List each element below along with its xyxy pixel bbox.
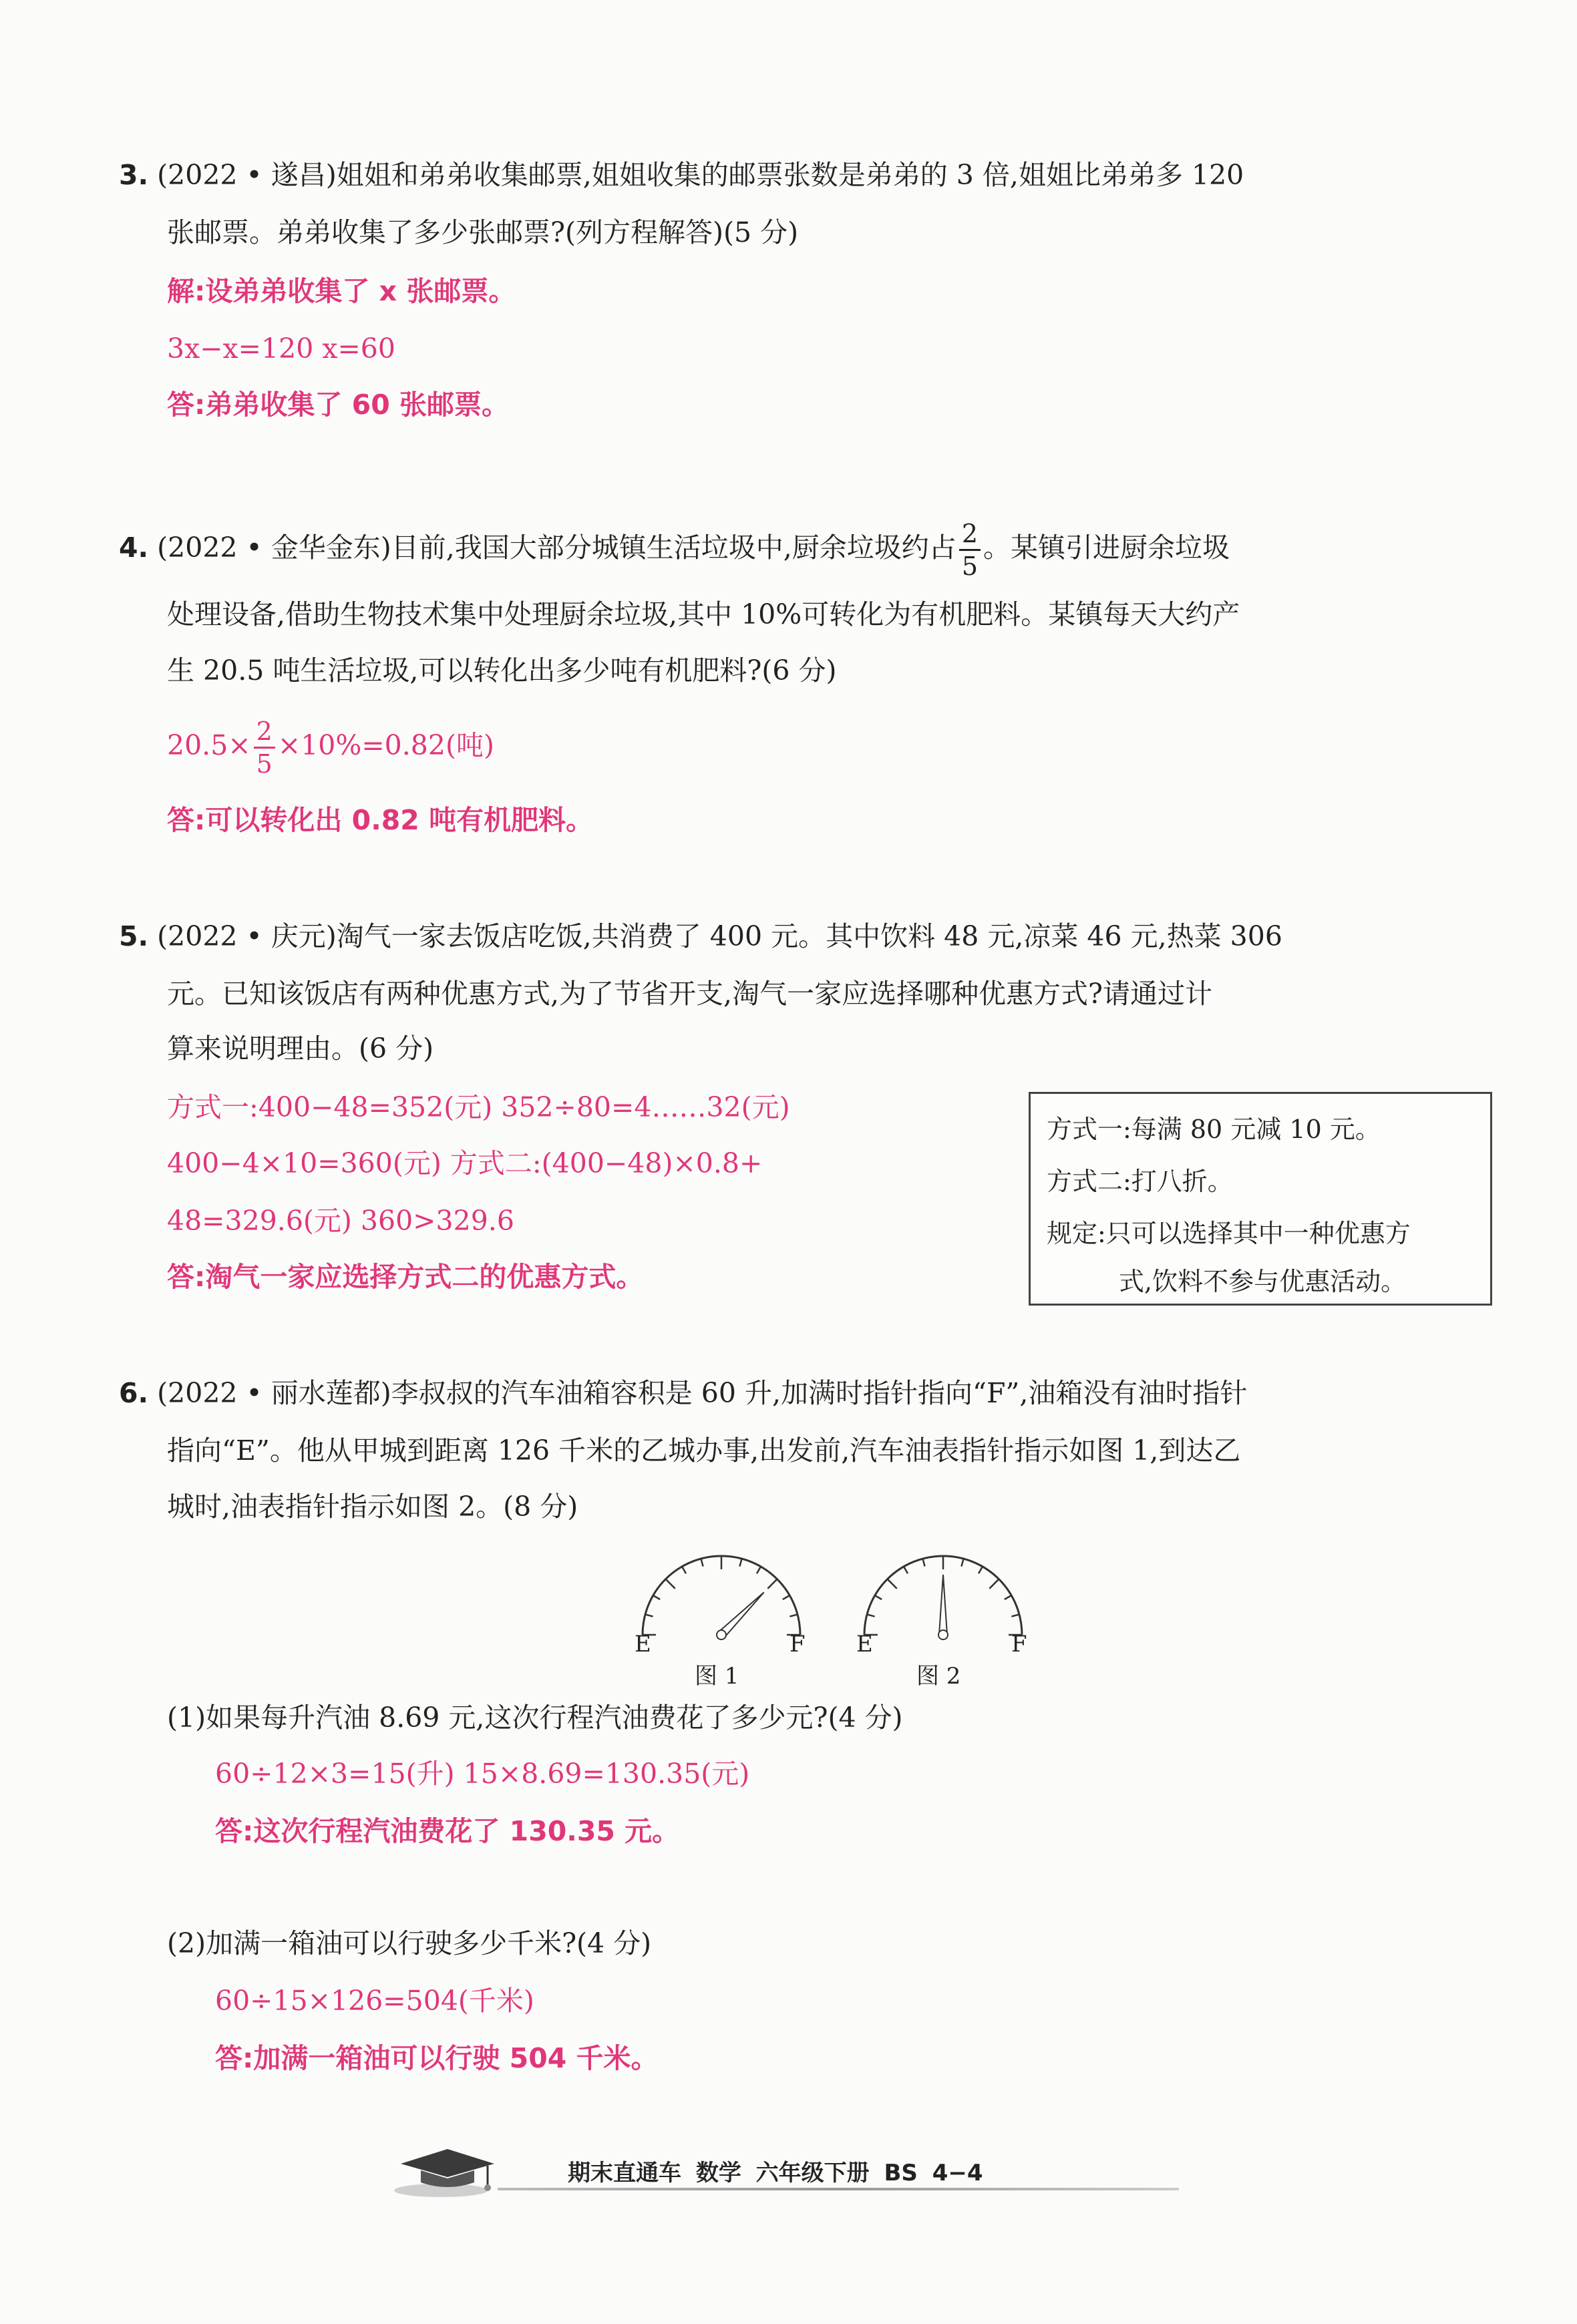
gauge-tick	[961, 1559, 963, 1567]
gauge-tick	[989, 1579, 999, 1589]
box-line3: 规定:只可以选择其中一种优惠方	[1047, 1219, 1411, 1248]
gauge-tick	[783, 1595, 790, 1599]
q4-line1	[119, 518, 1230, 579]
q3-answer3: 答:弟弟收集了 60 张邮票。	[167, 389, 509, 421]
gauge-hub	[938, 1630, 948, 1639]
fuel-gauge-2	[856, 1543, 1030, 1696]
q6-text3: 城时,油表指针指示如图 2。(8 分)	[167, 1491, 578, 1523]
gauge-tick	[1011, 1614, 1019, 1616]
gauge-tick	[979, 1567, 983, 1573]
q3-answer1: 解:设弟弟收集了 x 张邮票。	[167, 275, 516, 307]
q5-answer2: 400−4×10=360(元) 方式二:(400−48)×0.8+	[167, 1147, 763, 1179]
gauge-tick	[757, 1567, 761, 1573]
gauge-tick	[701, 1559, 703, 1567]
q5-number: 5.	[119, 920, 149, 952]
q3-text2: 张邮票。弟弟收集了多少张邮票?(列方程解答)(5 分)	[167, 216, 799, 248]
gauge-2-dial	[856, 1543, 1030, 1650]
q3-line1	[119, 155, 1244, 195]
q6-sub2: (2)加满一箱油可以行驶多少千米?(4 分)	[167, 1927, 652, 1959]
q3-answer2: 3x−x=120 x=60	[167, 333, 395, 365]
gauge-needle	[939, 1575, 947, 1635]
q5-answer1: 方式一:400−48=352(元) 352÷80=4……32(元)	[167, 1091, 790, 1123]
gauge-hub	[717, 1630, 726, 1639]
gauge-2-caption: 图 2	[916, 1663, 961, 1690]
graduation-cap-icon	[387, 2144, 501, 2204]
q6-sub1-answer2: 答:这次行程汽油费花了 130.35 元。	[215, 1815, 680, 1847]
q3-number: 3.	[119, 159, 149, 191]
q6-sub2-answer1: 60÷15×126=504(千米)	[215, 1985, 534, 2017]
gauge-tick	[888, 1579, 897, 1589]
q6-sub1-answer1: 60÷12×3=15(升) 15×8.69=130.35(元)	[215, 1758, 750, 1790]
gauge-2-empty-label: E	[856, 1631, 873, 1658]
q4-frac-numerator: 2	[959, 521, 981, 551]
q6-line1	[119, 1373, 1247, 1413]
q3-text1: (2022 • 遂昌)姐姐和弟弟收集邮票,姐姐收集的邮票张数是弟弟的 3 倍,姐姐比弟弟多 120	[157, 159, 1244, 191]
gauge-tick	[867, 1614, 875, 1616]
q4-text2: 处理设备,借助生物技术集中处理厨余垃圾,其中 10%可转化为有机肥料。某镇每天大约产	[167, 598, 1240, 630]
q5-answer3: 48=329.6(元) 360>329.6	[167, 1205, 514, 1237]
gauge-tick	[653, 1595, 660, 1599]
q4-text1b: 。某镇引进厨余垃圾	[983, 532, 1230, 564]
q4-answer-frac-numerator: 2	[254, 719, 275, 749]
q6-text1: (2022 • 丽水莲都)李叔叔的汽车油箱容积是 60 升,加满时指针指向“F”,油箱没有油时指针	[157, 1377, 1248, 1409]
gauge-tick	[904, 1567, 908, 1573]
discount-rules-box	[1029, 1092, 1492, 1306]
q4-answer-fraction	[254, 719, 275, 777]
q6-text2: 指向“E”。他从甲城到距离 126 千米的乙城办事,出发前,汽车油表指针指示如图 1,到达乙	[167, 1434, 1241, 1467]
q4-text3: 生 20.5 吨生活垃圾,可以转化出多少吨有机肥料?(6 分)	[167, 654, 837, 687]
q4-answer-frac-denominator: 5	[256, 749, 273, 779]
q5-answer4: 答:淘气一家应选择方式二的优惠方式。	[167, 1261, 644, 1293]
footer-rule	[498, 2188, 1179, 2190]
q4-text1a: (2022 • 金华金东)目前,我国大部分城镇生活垃圾中,厨余垃圾约占	[157, 532, 956, 564]
q6-sub2-answer2: 答:加满一箱油可以行驶 504 千米。	[215, 2042, 659, 2074]
gauge-tick	[922, 1559, 924, 1567]
q4-answer1b: ×10%=0.82(吨)	[277, 729, 494, 761]
q4-fraction	[959, 521, 981, 579]
q4-answer2: 答:可以转化出 0.82 吨有机肥料。	[167, 804, 594, 836]
gauge-tick	[875, 1595, 882, 1599]
gauge-1-dial	[635, 1543, 808, 1650]
q4-frac-denominator: 5	[961, 552, 978, 581]
q6-sub1: (1)如果每升汽油 8.69 元,这次行程汽油费花了多少元?(4 分)	[167, 1702, 903, 1734]
page-footer	[374, 2144, 1176, 2197]
gauge-1-full-label: F	[790, 1631, 806, 1658]
q4-answer1	[167, 715, 494, 777]
box-line1: 方式一:每满 80 元减 10 元。	[1047, 1115, 1381, 1144]
q5-text1: (2022 • 庆元)淘气一家去饭店吃饭,共消费了 400 元。其中饮料 48 元,凉菜 46 元,热菜 306	[157, 920, 1282, 952]
gauge-2-full-label: F	[1011, 1631, 1027, 1658]
gauge-tick	[682, 1567, 686, 1573]
box-line4: 式,饮料不参与优惠活动。	[1119, 1267, 1407, 1296]
q4-number: 4.	[119, 532, 149, 564]
fuel-gauge-1	[635, 1543, 808, 1696]
q4-answer1a: 20.5×	[167, 729, 251, 761]
q5-text3: 算来说明理由。(6 分)	[167, 1032, 434, 1064]
gauge-tick	[767, 1579, 777, 1589]
q5-line1	[119, 916, 1282, 956]
box-line2: 方式二:打八折。	[1047, 1167, 1233, 1196]
gauge-tick	[1005, 1595, 1011, 1599]
gauge-tick	[645, 1614, 653, 1616]
q6-number: 6.	[119, 1377, 149, 1409]
footer-text: 期末直通车 数学 六年级下册 BS 4−4	[568, 2160, 983, 2186]
q5-text2: 元。已知该饭店有两种优惠方式,为了节省开支,淘气一家应选择哪种优惠方式?请通过计	[167, 978, 1213, 1010]
gauge-tick	[739, 1559, 741, 1567]
gauge-1-empty-label: E	[635, 1631, 651, 1658]
gauge-tick	[790, 1614, 798, 1616]
gauge-tick	[666, 1579, 675, 1589]
gauge-1-caption: 图 1	[695, 1663, 739, 1690]
gauge-needle	[719, 1592, 764, 1637]
